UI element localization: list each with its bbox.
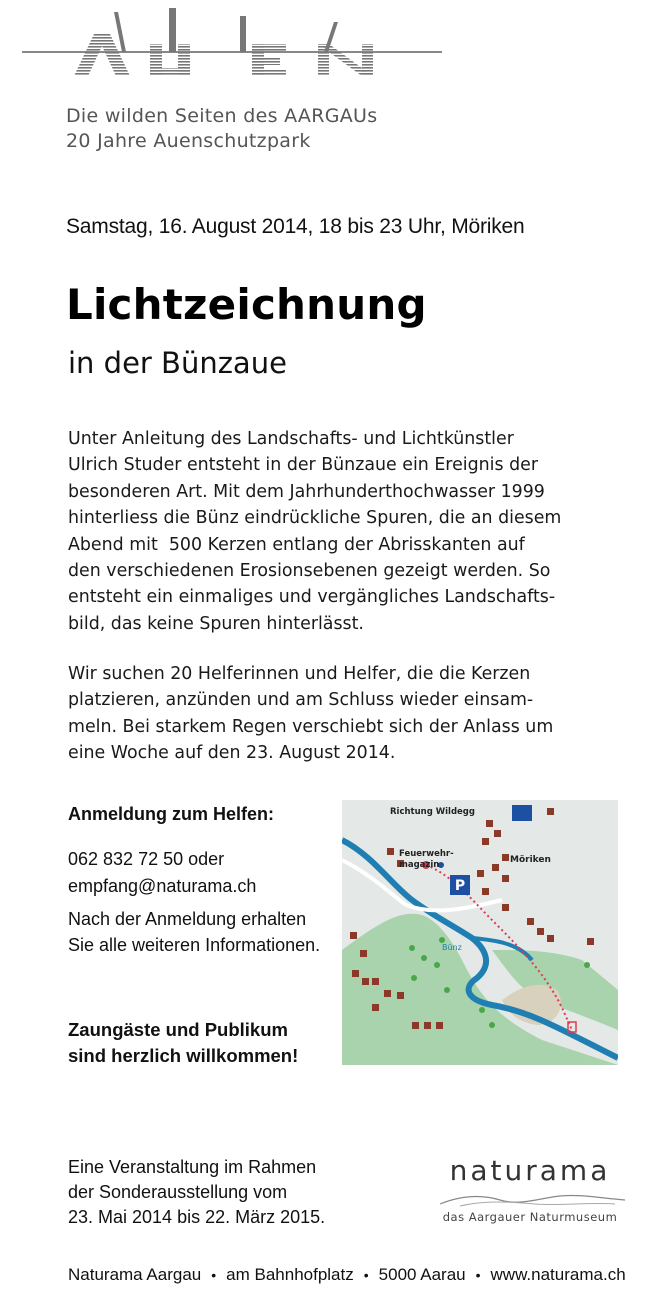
intro-line: Abend mit 500 Kerzen entlang der Abrisskanten auf	[68, 534, 525, 555]
intro-line: Ulrich Studer entsteht in der Bünzaue ein Ereignis der	[68, 455, 538, 476]
event-date: Samstag, 16. August 2014, 18 bis 23 Uhr, Möriken	[66, 215, 525, 238]
tagline-strong: AARGAUs	[284, 105, 378, 127]
registration-heading: Anmeldung zum Helfen:	[68, 804, 274, 824]
welcome-line: sind herzlich willkommen!	[68, 1045, 299, 1066]
info-line: Nach der Anmeldung erhalten	[68, 909, 307, 929]
bullet-icon: •	[475, 1267, 481, 1283]
naturama-wordmark: naturama	[449, 1154, 611, 1187]
naturama-logo	[430, 1150, 630, 1230]
anniversary: 20 Jahre Auenschutzpark	[66, 130, 311, 152]
map-label-river: Bünz	[442, 943, 462, 952]
address-street: am Bahnhofplatz	[226, 1265, 354, 1284]
intro-line: hinterliess die Bünz eindrückliche Spuren, die an diesem	[68, 508, 562, 529]
phone-number[interactable]: 062 832 72 50 oder	[68, 849, 225, 869]
email-link[interactable]: empfang@naturama.ch	[68, 876, 257, 896]
exhibition-line: 23. Mai 2014 bis 22. März 2015.	[68, 1207, 326, 1227]
address-line	[68, 1265, 626, 1285]
info-line: Sie alle weiteren Informationen.	[68, 935, 321, 955]
paragraph-helpers	[68, 661, 633, 767]
map-label-direction: Richtung Wildegg	[390, 807, 475, 817]
welcome-note	[68, 1017, 298, 1069]
welcome-line: Zaungäste und Publikum	[68, 1019, 288, 1040]
intro-line: besonderen Art. Mit dem Jahrhunderthochwasser 1999	[68, 481, 545, 502]
registration-info	[68, 906, 338, 958]
tagline-prefix: Die wilden Seiten des	[66, 105, 285, 127]
map-label-depot: Feuerwehr-	[399, 849, 454, 859]
intro-line: bild, das keine Spuren hinterlässt.	[68, 613, 364, 634]
helpers-line: platzieren, anzünden und am Schluss wieder einsam-	[68, 690, 534, 711]
event-subtitle: in der Bünzaue	[68, 346, 287, 380]
exhibition-line: der Sonderausstellung vom	[68, 1182, 288, 1202]
helpers-line: eine Woche auf den 23. August 2014.	[68, 743, 396, 764]
exhibition-line: Eine Veranstaltung im Rahmen	[68, 1157, 317, 1177]
intro-line: entsteht ein einmaliges und vergängliches Landschafts-	[68, 587, 556, 608]
address-name: Naturama Aargau	[68, 1265, 202, 1284]
helpers-line: meln. Bei starkem Regen verschiebt sich der Anlass um	[68, 716, 554, 737]
wave-icon	[440, 1190, 625, 1208]
station-sign	[512, 805, 532, 821]
intro-line: den verschiedenen Erosionsebenen gezeigt werden. So	[68, 561, 551, 582]
registration-contact	[68, 846, 256, 900]
bullet-icon: •	[363, 1267, 369, 1283]
tagline	[66, 104, 377, 129]
bullet-icon: •	[211, 1267, 217, 1283]
helpers-line: Wir suchen 20 Helferinnen und Helfer, die die Kerzen	[68, 664, 531, 684]
header-subtitle	[66, 104, 377, 154]
location-map	[342, 800, 618, 1065]
naturama-tagline: das Aargauer Naturmuseum	[442, 1210, 618, 1224]
website-link[interactable]: www.naturama.ch	[490, 1265, 626, 1284]
auen-logo	[22, 4, 442, 84]
map-label-depot: magazin	[399, 860, 440, 870]
address-city: 5000 Aarau	[378, 1265, 466, 1284]
exhibition-note	[68, 1155, 325, 1230]
logo-text: AUEN	[22, 4, 25, 5]
parking-label: P	[454, 878, 466, 894]
event-title: Lichtzeichnung	[66, 280, 427, 329]
paragraph-intro	[68, 426, 633, 637]
map-label-village: Möriken	[510, 855, 551, 865]
intro-line: Unter Anleitung des Landschafts- und Lichtkünstler	[68, 429, 514, 449]
